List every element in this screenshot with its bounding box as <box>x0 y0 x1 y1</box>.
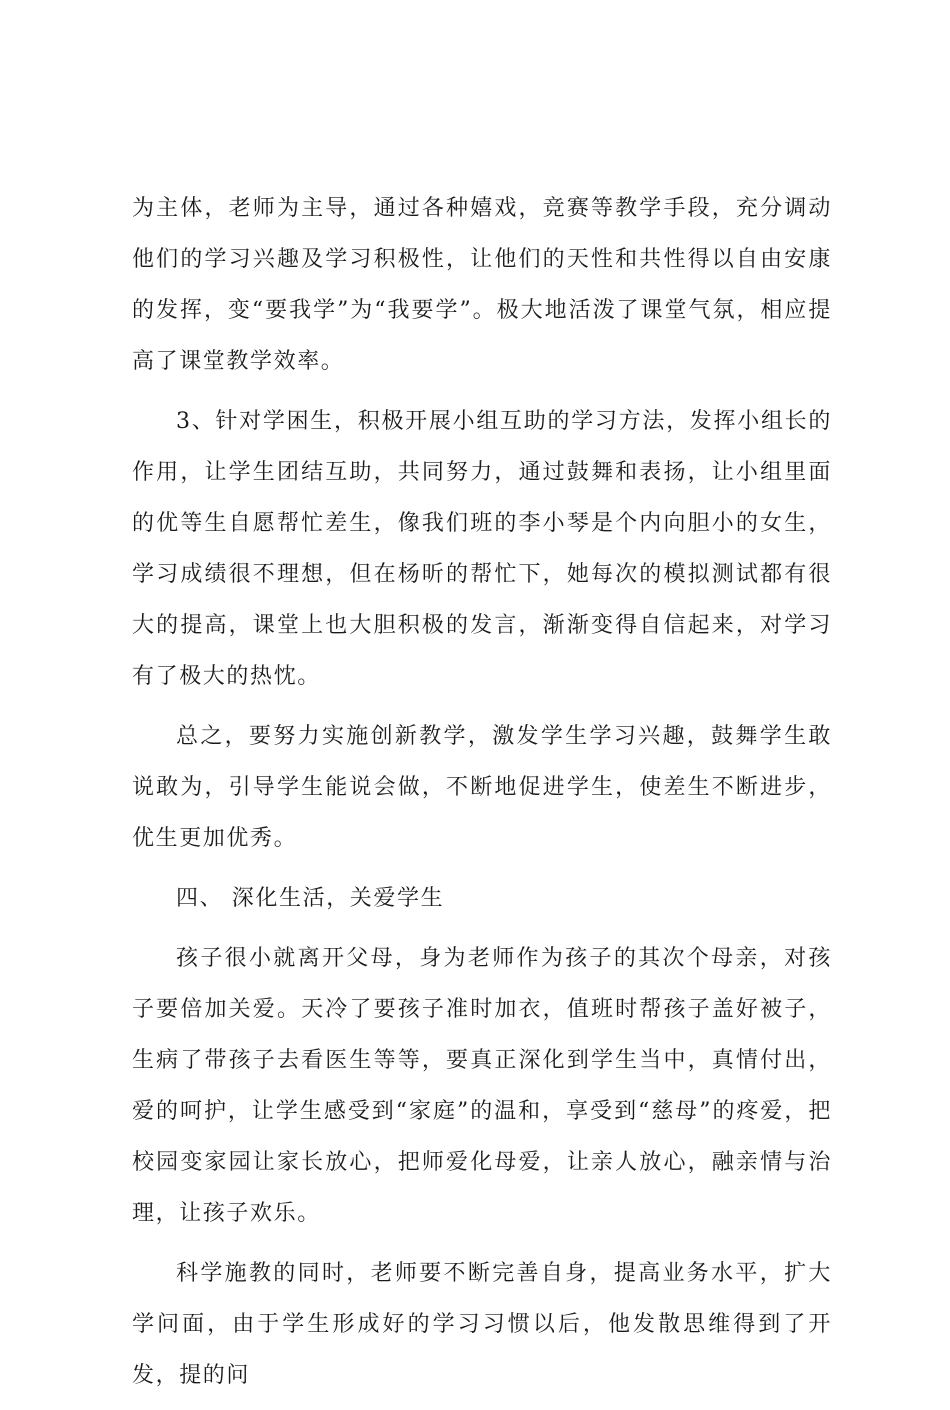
paragraph-struggling-students: 3、针对学困生，积极开展小组互助的学习方法，发挥小组长的作用，让学生团结互助，共同努力，通过鼓舞和表扬，让小组里面的优等生自愿帮忙差生，像我们班的李小琴是个内向胆小的女生，学习成绩很不理想，但在杨昕的帮忙下，她每次的模拟测试都有很大的提高，课堂上也大胆积极的发言，渐渐变得自信起来，对学习有了极大的热忱。 <box>132 409 832 689</box>
paragraph-summary: 总之，要努力实施创新教学，激发学生学习兴趣，鼓舞学生敢说敢为，引导学生能说会做，不断地促进学生，使差生不断进步，优生更加优秀。 <box>132 724 832 851</box>
document-body <box>132 183 832 1410</box>
paragraph-teacher-self-improvement: 科学施教的同时，老师要不断完善自身，提高业务水平，扩大学问面，由于学生形成好的学习习惯以后，他发散思维得到了开发，提的问 <box>132 1261 832 1388</box>
paragraph-teaching-method-continued: 为主体，老师为主导，通过各种嬉戏，竞赛等教学手段，充分调动他们的学习兴趣及学习积极性，让他们的天性和共性得以自由安康的发挥，变“要我学”为“我要学”。极大地活泼了课堂气氛，相应提高了课堂教学效率。 <box>132 196 832 374</box>
paragraph-care-for-students: 孩子很小就离开父母，身为老师作为孩子的其次个母亲，对孩子要倍加关爱。天冷了要孩子准时加衣，值班时帮孩子盖好被子，生病了带孩子去看医生等等，要真正深化到学生当中，真情付出，爱的呵护，让学生感受到“家庭”的温和，享受到“慈母”的疼爱，把校园变家园让家长放心，把师爱化母爱，让亲人放心，融亲情与治理，让孩子欢乐。 <box>132 946 832 1226</box>
section-heading-four: 四、 深化生活，关爱学生 <box>176 886 445 911</box>
